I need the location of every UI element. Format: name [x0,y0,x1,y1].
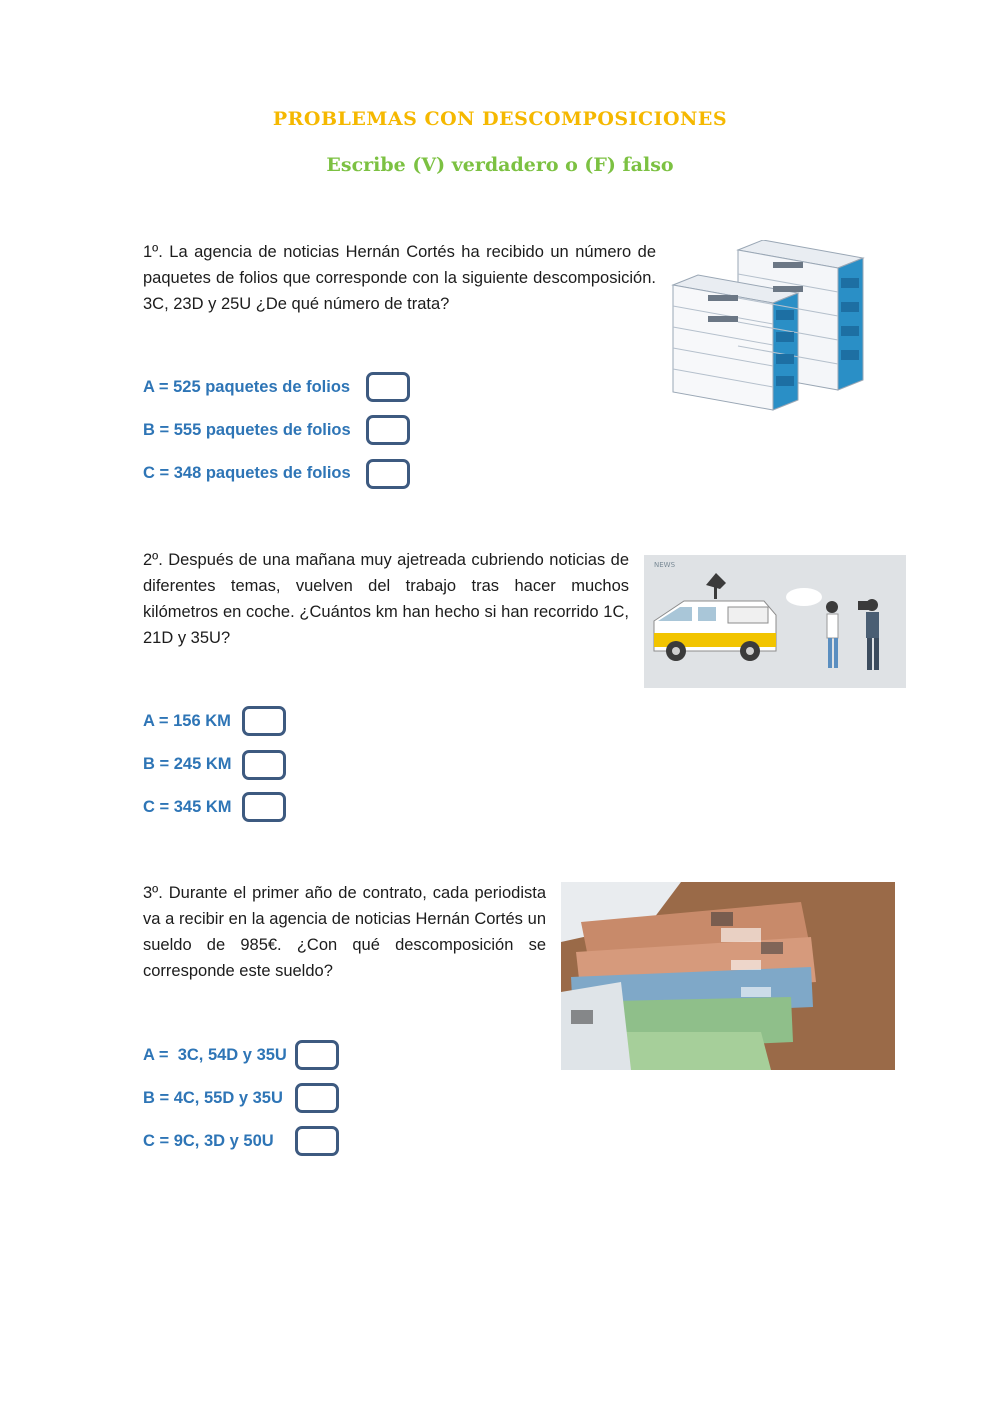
question-2-text: 2º. Después de una mañana muy ajetreada cubriendo noticias de diferentes temas, vuelven del trabajo tras hacer muchos kilómetros en coche. ¿Cuántos km han hecho si han recorrido 1C, 21D y 35U? [143,551,629,647]
question-2-answer-box-c[interactable] [242,792,286,822]
question-2-answer-box-a[interactable] [242,706,286,736]
question-3-answer-box-c[interactable] [295,1126,339,1156]
question-1-option-a: A = 525 paquetes de folios [143,378,351,396]
question-1-text: 1º. La agencia de noticias Hernán Cortés ha recibido un número de paquetes de folios que corresponde con la siguiente descomposición. 3C, 23D y 25U ¿De qué número de trata? [143,243,656,313]
question-3-answer-box-b[interactable] [295,1083,339,1113]
question-2-option-b: B = 245 KM [143,755,232,773]
news-label: NEWS [654,561,676,569]
page-subtitle: Escribe (V) verdadero o (F) falso [326,154,674,176]
question-3-option-a: A = 3C, 54D y 35U [143,1046,287,1064]
euro-banknotes-image [561,882,895,1070]
paper-reams-image [668,240,868,412]
question-1-answer-box-a[interactable] [366,372,410,402]
question-1-option-b: B = 555 paquetes de folios [143,421,351,439]
question-2-answer-box-b[interactable] [242,750,286,780]
question-3-answer-box-a[interactable] [295,1040,339,1070]
question-1-answer-box-b[interactable] [366,415,410,445]
question-1-option-c: C = 348 paquetes de folios [143,464,351,482]
news-van-image [644,555,906,688]
question-3-text: 3º. Durante el primer año de contrato, cada periodista va a recibir en la agencia de noticias Hernán Cortés un sueldo de 985€. ¿Con qué descomposición se corresponde este sueldo? [143,884,546,980]
question-3-option-c: C = 9C, 3D y 50U [143,1132,274,1150]
question-1-answer-box-c[interactable] [366,459,410,489]
question-2-option-a: A = 156 KM [143,712,231,730]
question-3-option-b: B = 4C, 55D y 35U [143,1089,283,1107]
page-title: PROBLEMAS CON DESCOMPOSICIONES [272,108,728,130]
question-2-option-c: C = 345 KM [143,798,232,816]
